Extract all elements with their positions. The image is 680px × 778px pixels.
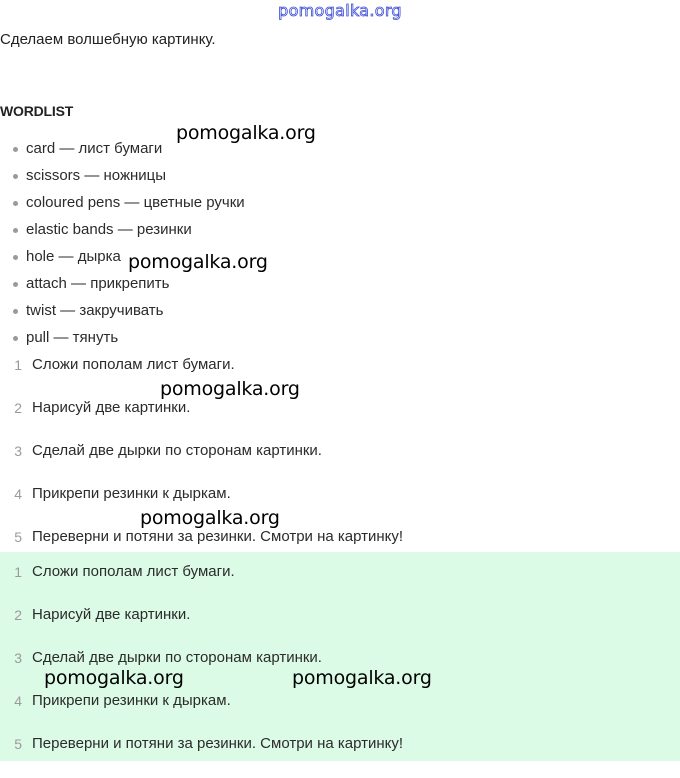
- watermark: pomogalka.org: [176, 122, 316, 144]
- watermark: pomogalka.org: [44, 667, 184, 689]
- watermark: pomogalka.org: [140, 507, 280, 529]
- step-item: [0, 356, 680, 399]
- step-item: [0, 442, 680, 485]
- watermark: pomogalka.org: [160, 378, 300, 400]
- step-text: Переверни и потяни за резинки. Смотри на картинку!: [32, 735, 404, 752]
- wordlist-heading: WORDLIST: [0, 103, 74, 119]
- step-text: Сделай две дырки по сторонам картинки.: [32, 442, 322, 459]
- step-text: Сложи пополам лист бумаги.: [32, 563, 235, 580]
- bullet-icon: [13, 282, 18, 287]
- answer-step-item: [0, 563, 680, 606]
- step-text: Сложи пополам лист бумаги.: [32, 356, 235, 373]
- site-header-logo[interactable]: pomogalka.org: [278, 1, 402, 20]
- step-number: 1: [14, 357, 22, 373]
- bullet-icon: [13, 174, 18, 179]
- step-number: 2: [14, 400, 22, 416]
- bullet-icon: [13, 309, 18, 314]
- wordlist-item: card — лист бумаги: [11, 140, 245, 167]
- step-text: Прикрепи резинки к дыркам.: [32, 692, 231, 709]
- bullet-icon: [13, 147, 18, 152]
- intro-text: Сделаем волшебную картинку.: [0, 31, 216, 48]
- step-item: [0, 485, 680, 528]
- step-number: 5: [14, 529, 22, 545]
- bullet-icon: [13, 336, 18, 341]
- wordlist: [11, 140, 245, 356]
- step-text: Нарисуй две картинки.: [32, 606, 191, 623]
- answer-step-item: [0, 606, 680, 649]
- watermark: pomogalka.org: [128, 251, 268, 273]
- step-number: 3: [14, 650, 22, 666]
- wordlist-item: pull — тянуть: [11, 329, 245, 356]
- step-number: 5: [14, 736, 22, 752]
- step-number: 2: [14, 607, 22, 623]
- step-text: Переверни и потяни за резинки. Смотри на картинку!: [32, 528, 404, 545]
- step-text: Сделай две дырки по сторонам картинки.: [32, 649, 322, 666]
- answer-step-item: [0, 692, 680, 735]
- instruction-steps: [0, 356, 680, 571]
- step-text: Прикрепи резинки к дыркам.: [32, 485, 231, 502]
- watermark: pomogalka.org: [292, 667, 432, 689]
- step-number: 3: [14, 443, 22, 459]
- step-number: 4: [14, 486, 22, 502]
- bullet-icon: [13, 255, 18, 260]
- wordlist-item: scissors — ножницы: [11, 167, 245, 194]
- step-item: [0, 399, 680, 442]
- wordlist-item: hole — дырка: [11, 248, 245, 275]
- step-number: 1: [14, 564, 22, 580]
- step-text: Нарисуй две картинки.: [32, 399, 191, 416]
- answer-step-item: [0, 735, 680, 778]
- bullet-icon: [13, 228, 18, 233]
- wordlist-item: twist — закручивать: [11, 302, 245, 329]
- wordlist-item: attach — прикрепить: [11, 275, 245, 302]
- bullet-icon: [13, 201, 18, 206]
- wordlist-item: elastic bands — резинки: [11, 221, 245, 248]
- step-number: 4: [14, 693, 22, 709]
- wordlist-item: coloured pens — цветные ручки: [11, 194, 245, 221]
